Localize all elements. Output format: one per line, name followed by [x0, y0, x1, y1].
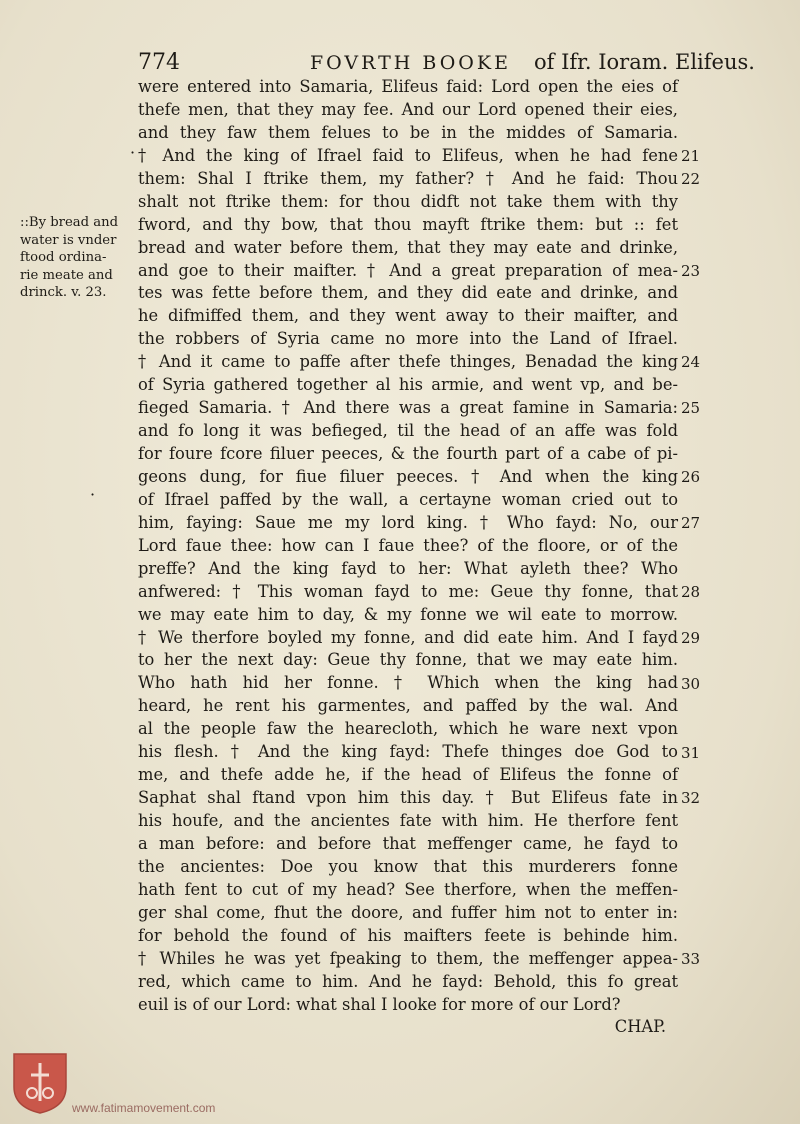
text-line: them: Shal I ftrike them, my father? † And he faid: Thou — [138, 168, 678, 188]
marginal-mark: · — [130, 143, 136, 162]
text-line: we may eate him to day, & my fonne we wil eate to morrow. — [138, 604, 678, 624]
margin-note-line: ftood ordina- — [20, 250, 107, 265]
text-line: thefe men, that they may fee. And our Lord opened their eies, — [138, 99, 678, 119]
text-line: and goe to their maifter. † And a great preparation of mea- — [138, 260, 678, 280]
text-line: shalt not ftrike them: for thou didft not take them with thy — [138, 191, 678, 211]
text-line: him, faying: Saue me my lord king. † Who fayd: No, our — [138, 512, 678, 532]
text-line: al the people faw the hearecloth, which he ware next vpon — [138, 719, 678, 739]
chapter-reference: of Ifr. Ioram. Elifeus. — [534, 50, 755, 74]
text-line: for foure fcore filuer peeces, & the fourth part of a cabe of pi- — [138, 444, 678, 463]
text-line: fieged Samaria. † And there was a great famine in Samaria: — [138, 398, 678, 418]
text-line: † And the king of Ifrael faid to Elifeus, when he had fene — [138, 145, 678, 165]
text-line: for behold the found of his maifters feete is behinde him. — [138, 925, 678, 945]
fatima-crest-logo — [11, 1051, 69, 1115]
page-number: 774 — [138, 50, 180, 75]
text-line: were entered into Samaria, Elifeus faid: Lord open the eies of — [138, 77, 678, 96]
text-line: Lord faue thee: how can I faue thee? of the floore, or of the — [138, 535, 678, 555]
text-line: † We therfore boyled my fonne, and did eate him. And I fayd — [138, 627, 678, 647]
text-line: the robbers of Syria came no more into the Land of Ifrael. — [138, 329, 678, 349]
text-line: to her the next day: Geue thy fonne, that we may eate him. — [138, 650, 678, 670]
text-line: tes was fette before them, and they did eate and drinke, and — [138, 283, 678, 303]
verse-number: 28 — [681, 582, 701, 601]
verse-number: 21 — [681, 146, 701, 165]
text-line: geons dung, for fiue filuer peeces. † And when the king — [138, 466, 678, 486]
verse-number: 31 — [681, 743, 701, 762]
text-line: his flesh. † And the king fayd: Thefe thinges doe God to — [138, 742, 678, 762]
text-line: a man before: and before that meffenger came, he fayd to — [138, 833, 678, 853]
text-line: of Ifrael paffed by the wall, a certayne woman cried out to — [138, 489, 678, 509]
text-line: Who hath hid her fonne. † Which when the king had — [138, 673, 678, 693]
text-line: the ancientes: Doe you know that this murderers fonne — [138, 856, 678, 876]
verse-number: 22 — [681, 169, 701, 188]
margin-note-line: water is vnder — [20, 232, 117, 248]
margin-note-line: drinck. v. 23. — [20, 285, 107, 300]
text-line: red, which came to him. And he fayd: Behold, this fo great — [138, 971, 678, 991]
verse-number: 23 — [681, 261, 701, 280]
text-line: fword, and thy bow, that thou mayft ftrike them: but :: fet — [138, 214, 678, 234]
text-line: preffe? And the king fayd to her: What ayleth thee? Who — [138, 558, 678, 578]
marginal-mark: · — [90, 485, 96, 504]
margin-note-line: ::By bread and — [20, 215, 119, 230]
watermark-url[interactable]: www.fatimamovement.com — [72, 1101, 216, 1115]
body-text — [138, 76, 678, 1039]
verse-number: 32 — [681, 789, 701, 808]
text-line: me, and thefe adde he, if the head of Elifeus the fonne of — [138, 765, 678, 785]
verse-number: 30 — [681, 674, 701, 693]
verse-number: 25 — [681, 399, 701, 418]
text-line: heard, he rent his garmentes, and paffed by the wal. And — [138, 696, 678, 716]
text-line: Saphat shal ftand vpon him this day. † But Elifeus fate in — [138, 788, 678, 808]
catchword: CHAP. — [614, 1017, 666, 1037]
text-line: bread and water before them, that they may eate and drinke, — [138, 237, 678, 257]
text-line: † Whiles he was yet fpeaking to them, the meffenger appea- — [138, 948, 678, 968]
verse-number: 27 — [681, 514, 701, 533]
text-line: he difmiffed them, and they went away to their maifter, and — [138, 306, 678, 326]
text-line: anfwered: † This woman fayd to me: Geue thy fonne, that — [138, 581, 678, 601]
margin-note — [20, 214, 132, 302]
verse-number: 29 — [681, 628, 701, 647]
verse-number: 24 — [681, 353, 701, 372]
text-line: hath fent to cut of my head? See therfore, when the meffen- — [138, 879, 678, 899]
verse-number: 33 — [681, 950, 701, 969]
text-line: and they faw them felues to be in the middes of Samaria. — [138, 122, 678, 142]
text-line: and fo long it was befieged, til the head of an affe was fold — [138, 421, 678, 441]
text-line: euil is of our Lord: what shal I looke for more of our Lord? — [138, 994, 621, 1014]
running-title: FOVRTH BOOKE — [310, 52, 511, 74]
text-line: his houfe, and the ancientes fate with him. He therfore fent — [138, 811, 678, 830]
text-line: of Syria gathered together al his armie, and went vp, and be- — [138, 375, 678, 395]
text-line: ger shal come, fhut the doore, and fuffer him not to enter in: — [138, 902, 678, 922]
text-line: † And it came to paffe after thefe thinges, Benadad the king — [138, 352, 678, 372]
margin-note-line: rie meate and — [20, 267, 113, 283]
verse-number: 26 — [681, 468, 701, 487]
